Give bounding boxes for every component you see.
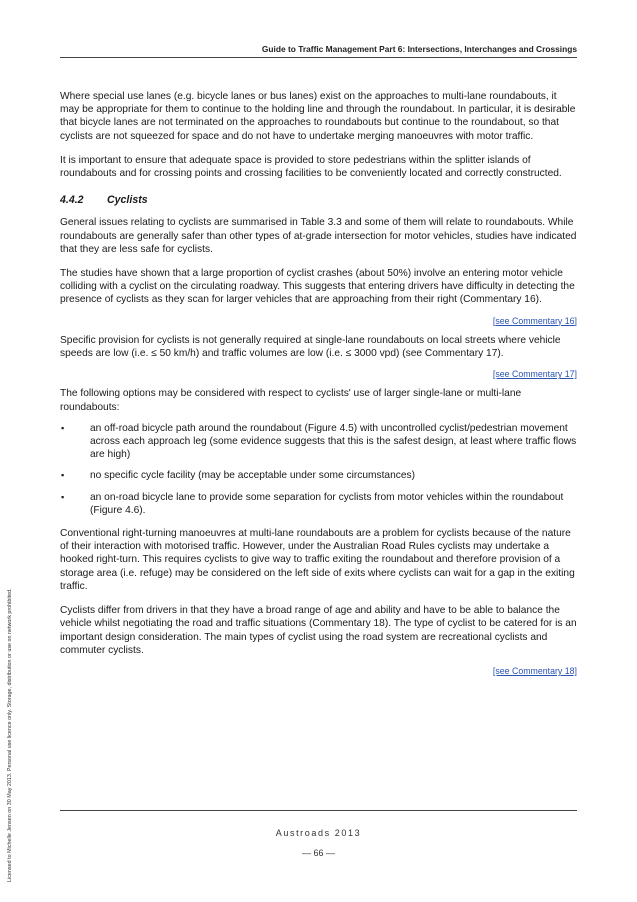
list-item-text: an on-road bicycle lane to provide some separation for cyclists from motor vehicles within the roundabout (Figure 4.6). <box>90 491 564 516</box>
paragraph-conventional-turns: Conventional right-turning manoeuvres at multi-lane roundabouts are a problem for cyclists because of the nature of their interaction with motorised traffic. However, under the Australian Road Rules cyclists may undertake a hooked right-turn. This requires cyclists to give way to traffic exiting the roundabout and therefore provision of a storage area (i.e. refuge) may be considered on the left side of exits where cyclists can wait for a gap in the exiting traffic. <box>60 528 575 592</box>
footer-organisation: Austroads 2013 <box>275 828 362 838</box>
commentary-16-row <box>60 315 577 328</box>
section-number: 4.4.2 <box>60 194 84 207</box>
bullet-icon: ▪ <box>61 491 65 502</box>
paragraph-studies: The studies have shown that a large proportion of cyclist crashes (about 50%) involve an entering motor vehicle colliding with a cyclist on the circulating roadway. This suggests that entering drivers have difficulty in detecting the presence of cyclists as they scan for larger vehicles that are approaching from their right (Commentary 16). <box>60 268 575 306</box>
paragraph-specific-provision: Specific provision for cyclists is not generally required at single-lane roundabouts on local streets where vehicle speeds are low (i.e. ≤ 50 km/h) and traffic volumes are low (i.e. ≤ 3000 vpd) (see Commentary 17). <box>60 334 561 360</box>
paragraph-cyclists-differ: Cyclists differ from drivers in that they have a broad range of age and ability and have to be able to balance the vehicle whilst negotiating the road and traffic situations (Commentary 18). The type of cyclist to be catered for is an important design consideration. The main types of cyclist using the road system are recreational cyclists and commuter cyclists. <box>60 605 577 656</box>
list-item-text: an off-road bicycle path around the roundabout (Figure 4.5) with uncontrolled cyclist/pedestrian movement across each approach leg (some evidence suggests that this is the safest design, at least where traffic flows are high) <box>90 422 577 461</box>
footer-divider <box>60 810 577 811</box>
commentary-17-link[interactable]: [see Commentary 17] <box>492 369 577 380</box>
header-divider <box>60 57 577 58</box>
licence-watermark: Licensed to Michelle Jensen on 30 May 2013. Personal use licence only. Storage, distribution or use on network prohibited. <box>7 588 13 882</box>
section-heading <box>60 194 577 207</box>
page-number: — 66 — <box>301 848 335 858</box>
section-title: Cyclists <box>107 194 148 207</box>
commentary-16-link[interactable]: [see Commentary 16] <box>492 315 577 326</box>
list-item-text: no specific cycle facility (may be acceptable under some circumstances) <box>90 470 416 482</box>
commentary-18-link[interactable]: [see Commentary 18] <box>492 665 577 676</box>
bullet-icon: ▪ <box>61 422 65 433</box>
commentary-18-row <box>60 665 577 678</box>
commentary-17-row <box>60 368 577 381</box>
list-item <box>60 491 577 517</box>
list-item <box>60 422 577 462</box>
paragraph-general-issues: General issues relating to cyclists are summarised in Table 3.3 and some of them will relate to roundabouts. While roundabouts are generally safer than other types of at-grade intersection for motor vehicles, studies have indicated that they are less safe for cyclists. <box>60 217 577 255</box>
paragraph-pedestrian-storage: It is important to ensure that adequate space is provided to store pedestrians within the splitter islands of roundabouts and for crossing points and crossing facilities to be conveniently located and correctly constructed. <box>60 154 562 180</box>
list-item <box>60 469 577 482</box>
bullet-icon: ▪ <box>61 470 65 481</box>
options-list <box>60 422 577 517</box>
page-body <box>60 90 577 684</box>
paragraph-options-intro: The following options may be considered with respect to cyclists' use of larger single-lane or multi-lane roundabouts: <box>60 388 522 413</box>
paragraph-special-use-lanes: Where special use lanes (e.g. bicycle lanes or bus lanes) exist on the approaches to multi-lane roundabouts, it may be appropriate for them to continue to the holding line and through the roundabout. In particular, it is desirable that bicycle lanes are not terminated on the approaches to roundabouts but continue to the roundabout, so that cyclists are not squeezed for space and do not have to undertake merging manoeuvres with motor traffic. <box>60 91 576 142</box>
running-header: Guide to Traffic Management Part 6: Intersections, Interchanges and Crossings <box>261 44 577 54</box>
